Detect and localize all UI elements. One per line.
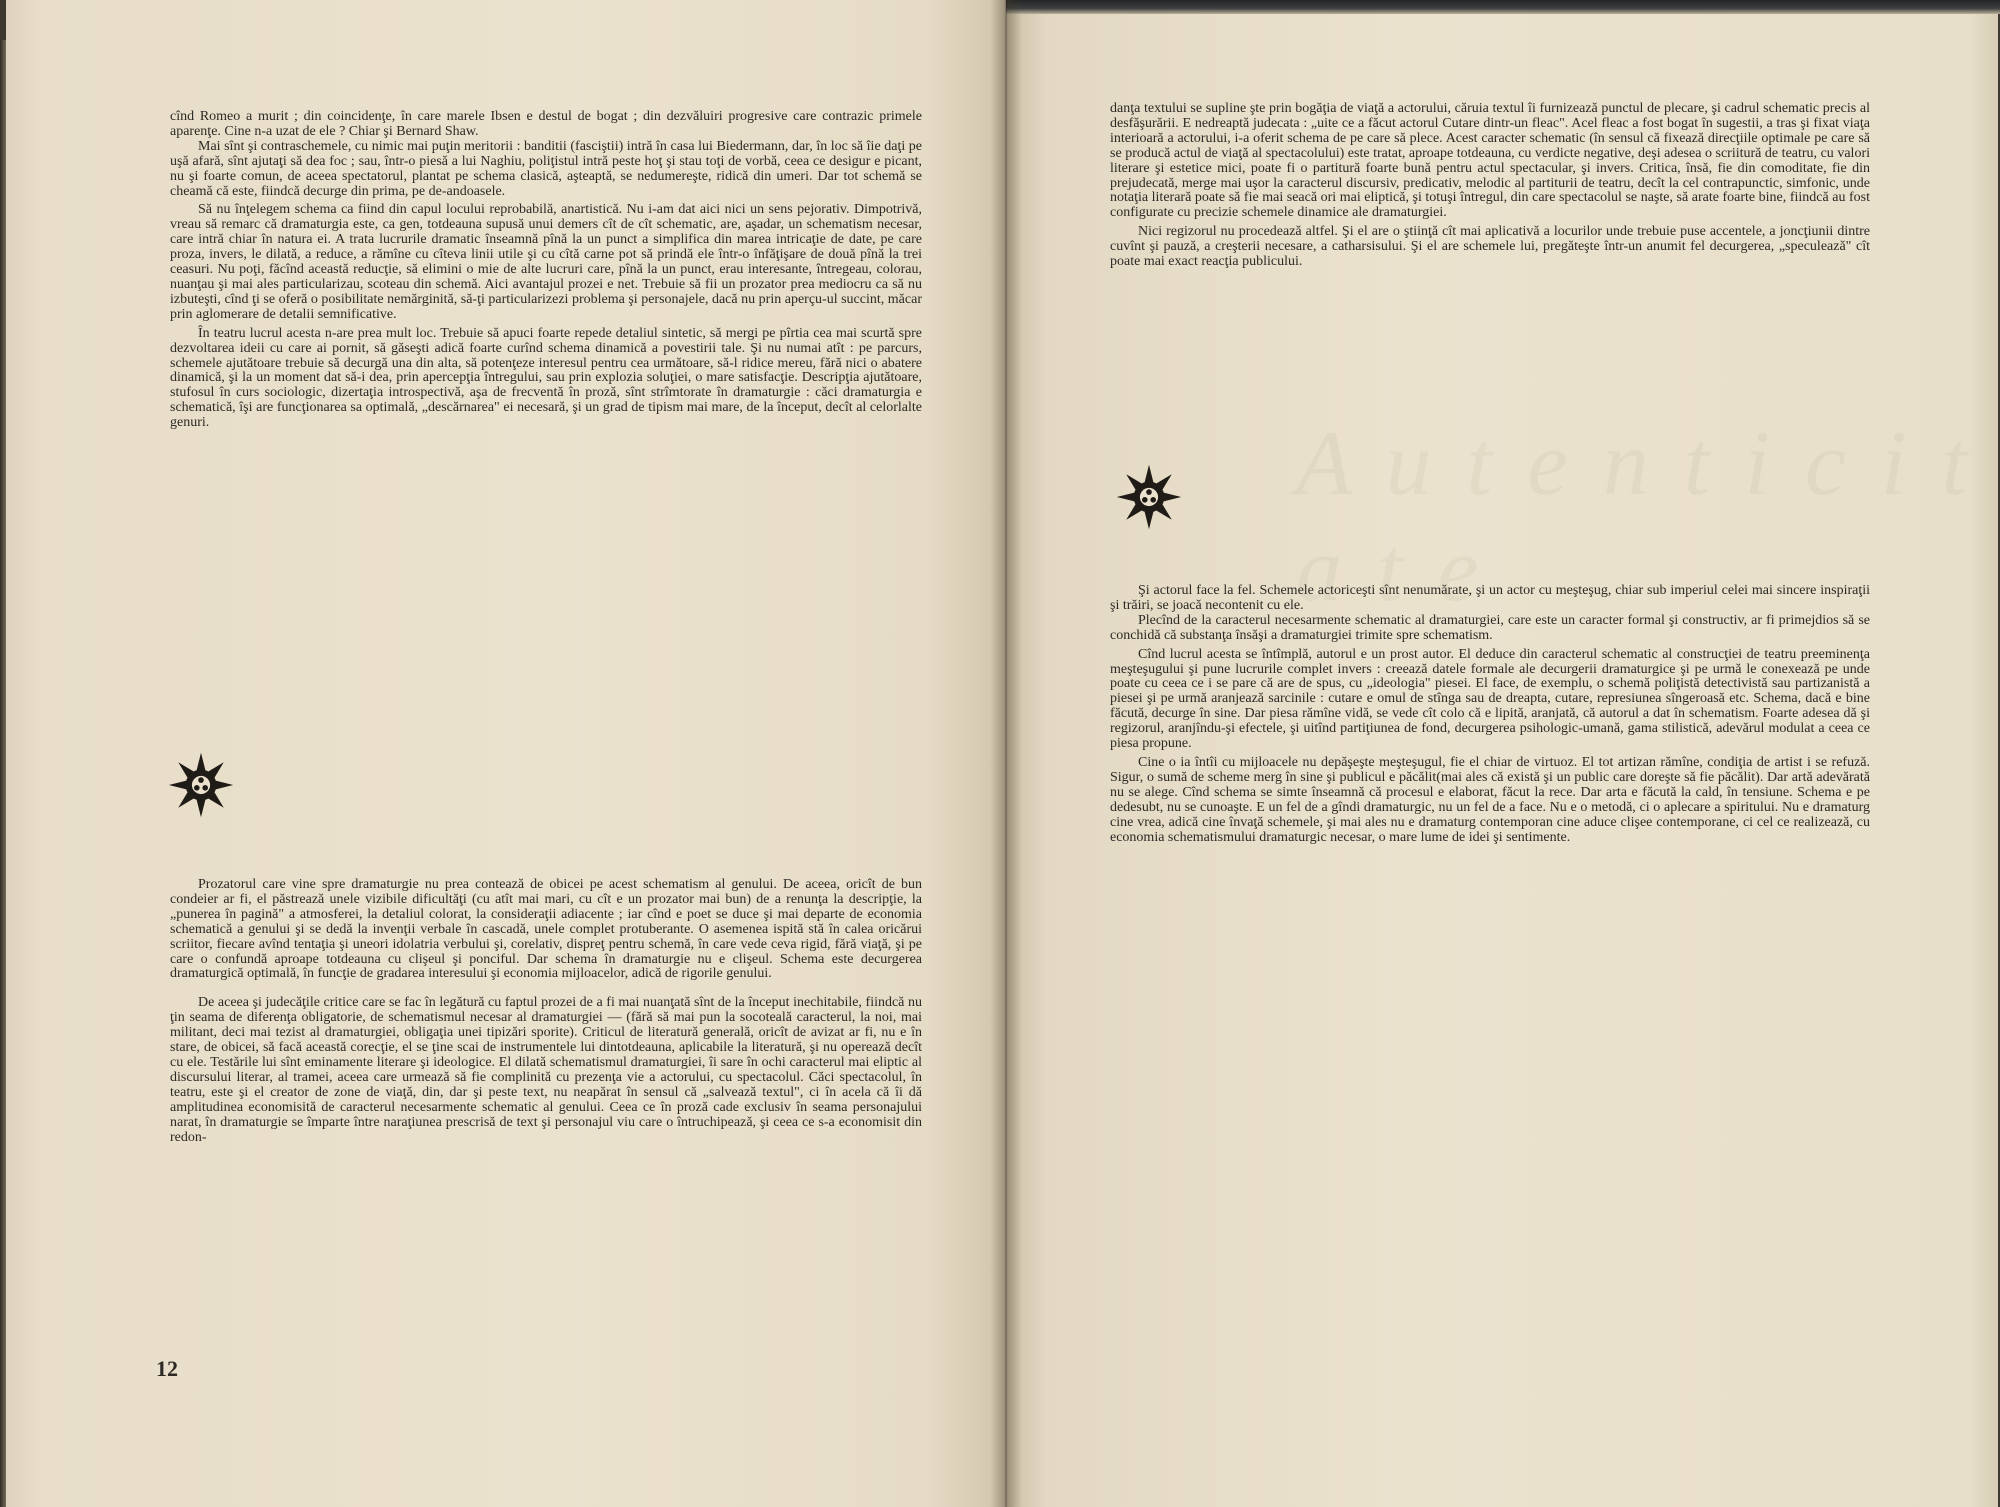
flower-ornament-icon bbox=[166, 750, 236, 820]
paragraph: Cine o ia întîi cu mijloacele nu depăşeşte meşteşugul, fie el chiar de virtuoz. El tot artizan rămîne, condiţia de artist i se refuză. Sigur, o sumă de scheme merg în sine şi publicul e păcălit(mai ales că există şi un public care doreşte să fie păcălit). Dar artă adevărată nu se alege. Cînd schema se simte înseamnă că procesul e elaborat, făcut la rece. Dar arta e făcută la cald, în tensiune. Schema e pe dedesubt, nu se cunoaşte. E un fel de a gîndi dramaturgic, nu un fel de a face. Nu e o metodă, ci o aplecare a spiritului. Nu e dramaturg cine vrea, adică cine învaţă schemele, şi mai ales nu e dramaturg contemporan cine aduce clişee contemporane, ci cel ce realizează, cu economia schematismului dramaturgic necesar, o mare lume de idei şi sentimente. bbox=[1110, 754, 1870, 845]
page-number: 12 bbox=[156, 1356, 178, 1381]
paragraph: În teatru lucrul acesta n-are prea mult loc. Trebuie să apuci foarte repede detaliul sintetic, să mergi pe pîrtia cea mai scurtă spre dezvoltarea ideii cu care ai pornit, să găseşti adică foarte curînd schema dinamică a povestirii tale. Şi nu numai atît : pe parcurs, schemele ajutătoare trebuie să decurgă una din alta, să potenţeze interesul pentru cea următoare, să-l ridice mereu, fără nici o abatere dinamică, şi la un moment dat să-i dea, prin apercepţia întregului, sau prin explozia soluţiei, o mare satisfacţie. Descripţia ajutătoare, stufosul în curs sociologic, dizertaţia introspectivă, aşa de frecventă în proză, sînt strîmtorate în dramaturgie : căci dramaturgia e schematică, îşi are funcţionarea sa optimală, „descărnarea" ei necesară, şi un grad de tipism mai mare, de la început, decît al celorlalte genuri. bbox=[170, 325, 922, 431]
paragraph: De aceea şi judecăţile critice care se fac în legătură cu faptul prozei de a fi mai nuanţată sînt de la început inechitabile, fiindcă nu ţin seama de diferenţa obligatorie, de schematismul necesar al dramaturgiei — (fără să mai pun la socoteală caracterul, la noi, mai militant, deci mai tezist al dramaturgiei, obligaţia unei tipizări sporite). Criticul de literatură generală, oricît de avizat ar fi, nu e în stare, de obicei, să facă această corecţie, el se ţine scai de instrumentele lui dintotdeauna, aplicabile la literatură, şi nu operează decît cu ele. Testările lui sînt eminamente literare şi ideologice. El dilată schematismul dramaturgiei, îi sare în ochi caracterul mai eliptic al discursului literar, al tramei, aceea care urmează să fie complinită cu prezenţa vie a actorului, cu spectacolul. Căci spectacolul, în teatru, este şi el creator de zone de viaţă, din, dar şi peste text, nu neapărat în sensul că „salvează textul", ci în acela că îi dă amplitudinea economisită de caracterul necesarmente schematic al genului. Ceea ce în proză cade exclusiv în seama personajului narat, în dramaturgie se împarte între naraţiunea prescrisă de text şi personajul viu care o întruchipează, şi ceea ce s-a economisit din redon- bbox=[170, 995, 922, 1145]
paragraph: Nici regizorul nu procedează altfel. Şi el are o ştiinţă cît mai aplicativă a locurilor unde trebuie puse accentele, a joncţiunii dintre cuvînt şi pauză, a creşterii necesare, a catharsisului. Şi el are schemele lui, pregăteşte într-un anumit fel decurgerea, „speculează" cît poate mai exact reacţia publicului. bbox=[1110, 224, 1870, 270]
right-page bbox=[1006, 0, 1998, 1507]
paragraph: Cînd lucrul acesta se întîmplă, autorul e un prost autor. El deduce din caracterul schematic al construcţiei de teatru preeminenţa meşteşugului şi pune lucrurile complet invers : creează datele formale ale decurgerii dramaturgice şi pe urmă le conexează pe unde poate cu ceea ce i se pare că are de spus, cu „ideologia" piesei. El face, de exemplu, o schemă poliţistă detectivistă sau partizanistă a piesei şi pe urmă aranjează sarcinile : cutare e omul de stînga sau de dreapta, cutare, represiunea sîngeroasă etc. Schema, dacă e bine făcută, decurge în sine. Dar piesa rămîne vidă, se vede cît colo că e lipită, aranjată, că autorul a dat în schematism. Foarte adesea dă şi regizorul, aranjîndu-şi efectele, şi uitînd partiţiunea de fond, decurgerea psihologic-umană, gama stilistică, adevărul modulat a ceea ce piesa propune. bbox=[1110, 646, 1870, 752]
paragraph: danţa textului se supline şte prin bogăţia de viaţă a actorului, căruia textul îi furnizează punctul de plecare, şi cadrul schematic precis al desfăşurării. E nedreaptă judecata : „uite ce a făcut actorul Cutare dintr-un fleac". Acel fleac a fost bogat în sugestii, a tras şi fixat viaţa interioară a actorului, i-a oferit schema de pe care să plece. Acest caracter schematic (în sensul că fixează direcţiile optimale pe care să se producă actul de viaţă al spectacolului) este tratat, aproape totdeauna, cu verdicte negative, deşi adesea o scriitură de teatru, cu valori literare şi estetice mici, poate fi o partitură foarte bună pentru actul spectacular, şi invers. Critica, însă, fie din comoditate, fie din prejudecată, merge mai uşor la caracterul discursiv, predicativ, melodic al partiturii de teatru, decît la cel contrapunctic, simfonic, unde notaţia literară poate să fie mai seacă ori mai eliptică, şi totuşi întregul, din care spectacolul se naşte, să arate foarte bine, fiindcă au fost configurate cu precizie schemele dinamice ale dramaturgiei. bbox=[1110, 101, 1870, 221]
right-text-block-2 bbox=[1110, 584, 1870, 845]
paragraph: Plecînd de la caracterul necesarmente schematic al dramaturgiei, care este un caracter formal şi constructiv, ar fi primejdios să se conchidă că substanţa însăşi a dramaturgiei trimite spre schematism. bbox=[1110, 612, 1870, 643]
book-gutter bbox=[990, 0, 1022, 1507]
left-text-block-1 bbox=[170, 110, 922, 431]
right-text-block-1 bbox=[1110, 102, 1870, 270]
paragraph: Mai sînt şi contraschemele, cu nimic mai puţin meritorii : banditii (fasciştii) intră în casa lui Biedermann, dar, în loc să îie daţi pe uşă afară, sînt ajutaţi să dea foc ; sau, într-o piesă a lui Naghiu, poliţistul intră peste hoţ şi stau toţi de vorbă, ceea ce desigur e picant, nu şi foarte comun, de aceea spectatorul, plantat pe schema clasică, aşteaptă, se nedumereşte, ridică din umeri. Dar tot schemă se cheamă că este, fiindcă decurge din prima, pe de-andoasele. bbox=[170, 138, 922, 199]
left-text-block-2 bbox=[170, 878, 922, 1145]
show-through-text: A u t e n t i c i t a t e bbox=[1296, 412, 1974, 620]
paragraph: Să nu înţelegem schema ca fiind din capul locului reprobabilă, anartistică. Nu i-am dat aici nici un sens pejorativ. Dimpotrivă, vreau să remarc că dramaturgia este, ca gen, totdeauna supusă unui demers cît de cît schematic, are, aşadar, un schematism necesar, care intră chiar în natura ei. A trata lucrurile dramatic înseamnă pînă la un punct a simplifica din marea intricaţie de date, pe care proza, invers, le dilată, a reduce, a rămîne cu cîteva linii utile şi cu cîtă carne pot să prindă ele într-o înfăţişare de două pînă la trei ceasuri. Nu poţi, făcînd această reducţie, să elimini o mie de alte lucruri care, pînă la un punct, erau interesante, întregeau, colorau, nuanţau şi mai ales particularizau, scoteau din schemă. Aici avantajul prozei e net. Trebuie să fii un prozator prea mediocru ca să nu izbuteşti, cînd ţi se oferă o posibilitate nemărginită, să-ţi particularizezi problema şi personajele, dacă nu prin aperçu-ul succint, măcar prin aglomerare de detalii semnificative. bbox=[170, 202, 922, 322]
book-binding-top bbox=[1006, 0, 2000, 14]
flower-ornament-icon bbox=[1114, 462, 1184, 532]
paragraph: cînd Romeo a murit ; din coincidenţe, în care marele Ibsen e destul de bogat ; din dezvăluiri progresive care contrazic primele aparenţe. Cine n-a uzat de ele ? Chiar şi Bernard Shaw. bbox=[170, 109, 922, 139]
left-page bbox=[6, 0, 1006, 1507]
paragraph: Şi actorul face la fel. Schemele actoriceşti sînt nenumărate, şi un actor cu meşteşug, chiar sub imperiul celei mai sincere inspiraţii şi trăiri, se joacă necontenit cu ele. bbox=[1110, 583, 1870, 613]
paragraph: Prozatorul care vine spre dramaturgie nu prea contează de obicei pe acest schematism al genului. De aceea, oricît de bun condeier ar fi, el păstrează unele vizibile dificultăţi (cu atît mai mari, cu cît e un prozator mai bun) de a renunţa la descripţie, la „punerea în pagină" a atmosferei, la detaliul colorat, la consideraţii adiacente ; iar cînd e poet se duce şi mai departe de economia schematică a genului şi se dedă la invenţii verbale în cascadă, unele complet protuberante. O asemenea ispită stă în calea oricărui scriitor, fiecare avînd tentaţia şi uneori idolatria verbului şi, corelativ, dispreţ pentru schemă, în care vede ceva rigid, fără viaţă, şi pe care o confundă aproape totdeauna cu clişeul şi ponciful. Dar schema în dramaturgie nu e clişeul. Schema este decurgerea dramaturgică optimală, în funcţie de gradarea interesului şi economia mijloacelor, adică de rigorile genului. bbox=[170, 877, 922, 982]
